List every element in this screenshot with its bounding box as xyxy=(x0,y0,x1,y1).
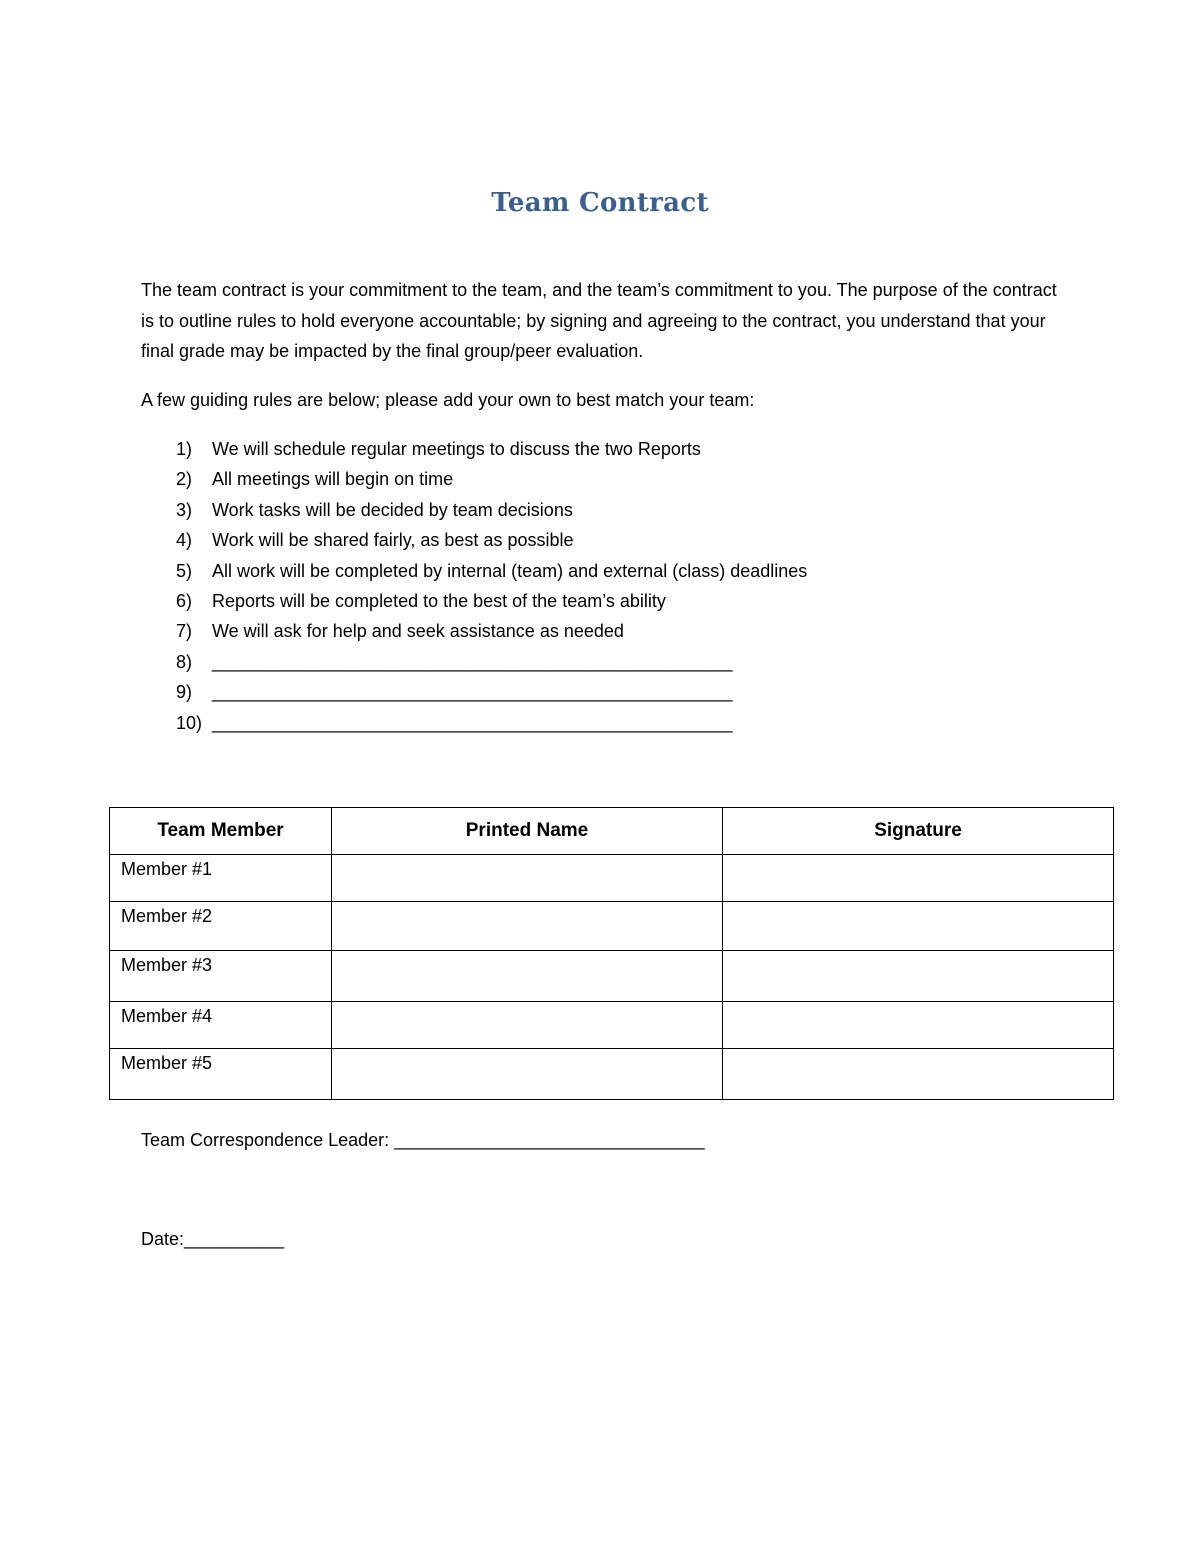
signature-table xyxy=(109,807,1114,1100)
signature-cell[interactable] xyxy=(723,1002,1114,1049)
rule-number: 1) xyxy=(176,439,193,459)
rule-item xyxy=(176,556,936,586)
member-label: Member #2 xyxy=(110,902,332,951)
member-label: Member #3 xyxy=(110,951,332,1002)
rule-item xyxy=(176,495,936,525)
team-correspondence-leader-field[interactable]: Team Correspondence Leader: _______________________________ xyxy=(141,1130,705,1150)
rule-number: 3) xyxy=(176,499,193,520)
rules-list xyxy=(176,434,936,738)
rule-item xyxy=(176,525,936,555)
table-row xyxy=(110,951,1114,1002)
member-label: Member #5 xyxy=(110,1049,332,1100)
rule-text: We will schedule regular meetings to discuss the two Reports xyxy=(212,439,701,459)
rule-text: Work tasks will be decided by team decisions xyxy=(212,499,573,520)
rule-number: 4) xyxy=(176,530,193,551)
rule-item xyxy=(176,434,936,464)
signature-cell[interactable] xyxy=(723,855,1114,902)
printed-name-cell[interactable] xyxy=(332,1002,723,1049)
printed-name-cell[interactable] xyxy=(332,902,723,951)
table-header-row xyxy=(110,808,1114,855)
rule-number: 2) xyxy=(176,469,193,490)
signature-table-wrapper xyxy=(109,807,1114,1100)
rule-item-blank xyxy=(176,708,936,738)
rule-text: All work will be completed by internal (team) and external (class) deadlines xyxy=(212,560,808,581)
signature-cell[interactable] xyxy=(723,951,1114,1002)
rule-text: We will ask for help and seek assistance as needed xyxy=(212,621,624,642)
table-row xyxy=(110,1049,1114,1100)
table-row xyxy=(110,1002,1114,1049)
table-row xyxy=(110,902,1114,951)
member-label: Member #1 xyxy=(110,855,332,902)
rule-number: 5) xyxy=(176,560,193,581)
rule-blank-line[interactable]: ____________________________________________________ xyxy=(212,712,733,733)
printed-name-cell[interactable] xyxy=(332,855,723,902)
intro-paragraph: The team contract is your commitment to the team, and the team’s commitment to you. The purpose of the contract is to outline rules to hold everyone accountable; by signing and agreeing to the contract, you understand that your final grade may be impacted by the final group/peer evaluation. xyxy=(141,280,1057,361)
rule-item xyxy=(176,464,936,494)
header-team-member: Team Member xyxy=(110,808,332,855)
rule-text: Reports will be completed to the best of the team’s ability xyxy=(212,590,666,611)
rule-blank-line[interactable]: ____________________________________________________ xyxy=(212,651,733,672)
rule-item xyxy=(176,586,936,616)
document-title: Team Contract xyxy=(491,188,709,218)
signature-cell[interactable] xyxy=(723,1049,1114,1100)
printed-name-cell[interactable] xyxy=(332,951,723,1002)
header-printed-name: Printed Name xyxy=(332,808,723,855)
printed-name-cell[interactable] xyxy=(332,1049,723,1100)
guiding-rules-intro: A few guiding rules are below; please add your own to best match your team: xyxy=(141,390,755,410)
rule-text: Work will be shared fairly, as best as possible xyxy=(212,530,574,551)
table-row xyxy=(110,855,1114,902)
rule-text: All meetings will begin on time xyxy=(212,469,454,490)
member-label: Member #4 xyxy=(110,1002,332,1049)
rule-item xyxy=(176,616,936,646)
header-signature: Signature xyxy=(723,808,1114,855)
date-field[interactable]: Date:__________ xyxy=(141,1229,285,1249)
rule-item-blank xyxy=(176,647,936,677)
rule-blank-line[interactable]: ____________________________________________________ xyxy=(212,682,733,703)
rule-number: 9) xyxy=(176,682,193,703)
rule-number: 10) xyxy=(176,712,203,733)
signature-cell[interactable] xyxy=(723,902,1114,951)
rule-item-blank xyxy=(176,677,936,707)
rule-number: 6) xyxy=(176,590,193,611)
rule-number: 8) xyxy=(176,651,193,672)
rule-number: 7) xyxy=(176,621,193,642)
